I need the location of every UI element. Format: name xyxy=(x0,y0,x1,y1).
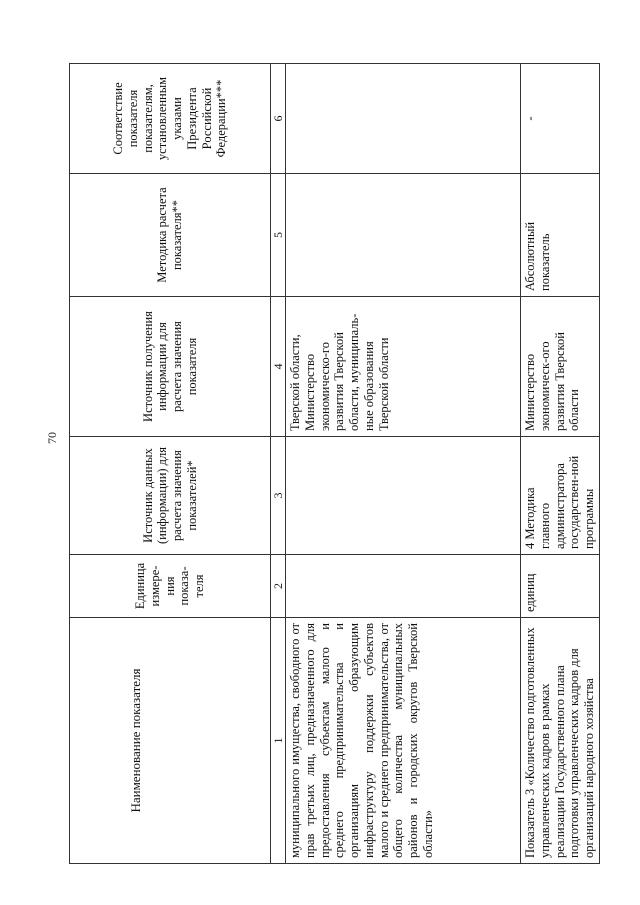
header-method: Методика расчета показателя** xyxy=(70,174,271,297)
indicators-table xyxy=(69,63,600,864)
cell-data-source: 4 Методика главного администратора государствен-ной программы xyxy=(521,437,600,555)
cell-unit: единиц xyxy=(521,555,600,618)
column-number: 3 xyxy=(271,437,286,555)
table-row xyxy=(521,64,600,864)
header-compliance: Соответствие показателя показателям, установленным указами Президента Российской Федерации*** xyxy=(70,64,271,174)
column-number: 5 xyxy=(271,174,286,297)
table-row xyxy=(286,64,521,864)
cell-indicator-name: муниципального имущества, свободного от прав третьих лиц, предназначенного для предоставления субъектам малого и среднего предпринимательства и организациям образующим инфраструктуру поддержки субъектов малого и среднего предпринимательства, от общего количества муниципальных районов и городских округов Тверской области» xyxy=(286,618,521,864)
column-number: 4 xyxy=(271,297,286,437)
header-info-source: Источник получения информации для расчета значения показателя xyxy=(70,297,271,437)
header-indicator-name: Наименование показателя xyxy=(70,618,271,864)
cell-compliance: - xyxy=(521,64,600,174)
cell-method: Абсолютный показатель xyxy=(521,174,600,297)
cell-data-source xyxy=(286,437,521,555)
cell-compliance xyxy=(286,64,521,174)
rotated-page-content xyxy=(69,64,597,864)
header-data-source: Источник данных (информации) для расчета значения показателей* xyxy=(70,437,271,555)
cell-indicator-name: Показатель 3 «Количество подготовленных управленческих кадров в рамках реализации Государственного плана подготовки управленческих кадров для организаций народного хозяйства xyxy=(521,618,600,864)
table-header-row xyxy=(70,64,271,864)
header-unit: Единица измере-ния показа-теля xyxy=(70,555,271,618)
cell-unit xyxy=(286,555,521,618)
page-number: 70 xyxy=(45,432,59,444)
column-number: 6 xyxy=(271,64,286,174)
column-number: 2 xyxy=(271,555,286,618)
cell-info-source: Министерство экономическ-ого развития Тверской области xyxy=(521,297,600,437)
cell-method xyxy=(286,174,521,297)
cell-info-source: Тверской области, Министерство экономическо-го развития Тверской области, муниципаль-ные образования Тверской области xyxy=(286,297,521,437)
column-number-row xyxy=(271,64,286,864)
column-number: 1 xyxy=(271,618,286,864)
